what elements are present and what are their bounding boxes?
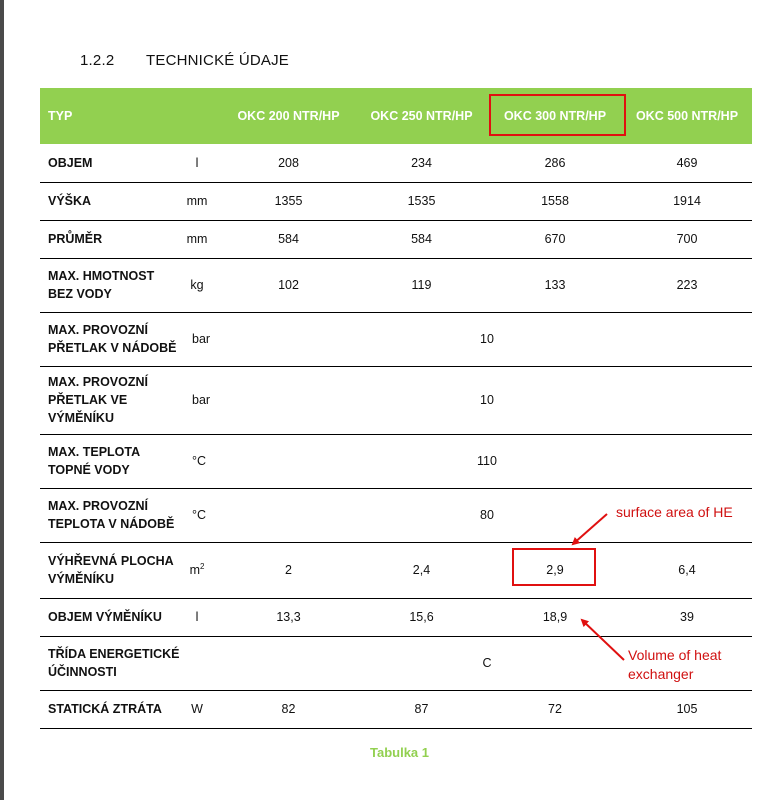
row-unit: l <box>182 144 222 182</box>
cell-value: 2,9 <box>488 542 622 598</box>
cell-value: 1558 <box>488 182 622 220</box>
cell-value: 286 <box>488 144 622 182</box>
section-number: 1.2.2 <box>80 52 115 69</box>
row-label: VÝHŘEVNÁ PLOCHA VÝMĚNÍKU <box>40 542 182 598</box>
row-unit: °C <box>182 434 222 488</box>
table-row <box>40 366 752 434</box>
row-label: MAX. HMOTNOST BEZ VODY <box>40 258 182 312</box>
table-row <box>40 144 752 182</box>
cell-value: 2 <box>222 542 355 598</box>
technical-data-table <box>40 88 752 729</box>
cell-value: 1535 <box>355 182 488 220</box>
row-label: MAX. PROVOZNÍ PŘETLAK V NÁDOBĚ <box>40 312 182 366</box>
row-label: MAX. PROVOZNÍ TEPLOTA V NÁDOBĚ <box>40 488 182 542</box>
row-unit: mm <box>182 182 222 220</box>
cell-value-merged: C <box>222 636 752 690</box>
table-row <box>40 312 752 366</box>
row-label: PRŮMĚR <box>40 220 182 258</box>
annotation-volume <box>628 646 721 684</box>
row-label: MAX. PROVOZNÍ PŘETLAK VE VÝMĚNÍKU <box>40 366 182 434</box>
cell-value: 15,6 <box>355 598 488 636</box>
cell-value: 119 <box>355 258 488 312</box>
cell-value: 6,4 <box>622 542 752 598</box>
cell-value-merged: 80 <box>222 488 752 542</box>
cell-value: 208 <box>222 144 355 182</box>
table-row <box>40 690 752 728</box>
row-unit: °C <box>182 488 222 542</box>
annotation-volume-line2: exchanger <box>628 666 694 682</box>
cell-value: 584 <box>222 220 355 258</box>
header-model-250: OKC 250 NTR/HP <box>355 88 488 144</box>
cell-value: 223 <box>622 258 752 312</box>
cell-value: 469 <box>622 144 752 182</box>
cell-value: 1914 <box>622 182 752 220</box>
row-label: STATICKÁ ZTRÁTA <box>40 690 182 728</box>
row-unit: l <box>182 598 222 636</box>
row-label: OBJEM VÝMĚNÍKU <box>40 598 182 636</box>
header-model-300: OKC 300 NTR/HP <box>488 88 622 144</box>
table-row <box>40 542 752 598</box>
unit-base: m <box>189 563 200 578</box>
annotation-volume-line1: Volume of heat <box>628 647 722 663</box>
row-label: OBJEM <box>40 144 182 182</box>
section-title: TECHNICKÉ ÚDAJE <box>146 52 290 69</box>
cell-value: 133 <box>488 258 622 312</box>
unit-superscript: 2 <box>199 562 205 572</box>
cell-value: 700 <box>622 220 752 258</box>
cell-value-merged: 110 <box>222 434 752 488</box>
cell-value: 39 <box>622 598 752 636</box>
row-unit: bar <box>182 366 222 434</box>
cell-value: 82 <box>222 690 355 728</box>
table-header-row <box>40 88 752 144</box>
highlight-box-surface-area <box>512 548 596 586</box>
row-unit <box>182 542 222 598</box>
row-unit: kg <box>182 258 222 312</box>
cell-value: 584 <box>355 220 488 258</box>
table-caption: Tabulka 1 <box>370 745 430 760</box>
row-unit: W <box>182 690 222 728</box>
header-typ: TYP <box>40 88 182 144</box>
cell-value: 102 <box>222 258 355 312</box>
row-label: VÝŠKA <box>40 182 182 220</box>
table-row <box>40 258 752 312</box>
cell-value: 234 <box>355 144 488 182</box>
table-row <box>40 182 752 220</box>
table-row <box>40 220 752 258</box>
row-unit: bar <box>182 312 222 366</box>
highlight-box-okc300 <box>489 94 626 136</box>
cell-value: 2,4 <box>355 542 488 598</box>
row-label: TŘÍDA ENERGETICKÉ ÚČINNOSTI <box>40 636 182 690</box>
section-heading <box>80 52 289 69</box>
cell-value-merged: 10 <box>222 312 752 366</box>
cell-value: 72 <box>488 690 622 728</box>
table-row <box>40 434 752 488</box>
header-model-200: OKC 200 NTR/HP <box>222 88 355 144</box>
cell-value: 87 <box>355 690 488 728</box>
table-row <box>40 598 752 636</box>
header-model-500: OKC 500 NTR/HP <box>622 88 752 144</box>
row-unit <box>182 636 222 690</box>
cell-value: 105 <box>622 690 752 728</box>
cell-value-merged: 10 <box>222 366 752 434</box>
row-label: MAX. TEPLOTA TOPNÉ VODY <box>40 434 182 488</box>
cell-value: 13,3 <box>222 598 355 636</box>
header-unit-blank <box>182 88 222 144</box>
page-edge-rule <box>0 0 4 800</box>
cell-value: 18,9 <box>488 598 622 636</box>
cell-value: 670 <box>488 220 622 258</box>
row-unit: mm <box>182 220 222 258</box>
cell-value: 1355 <box>222 182 355 220</box>
annotation-surface-area: surface area of HE <box>616 504 733 520</box>
